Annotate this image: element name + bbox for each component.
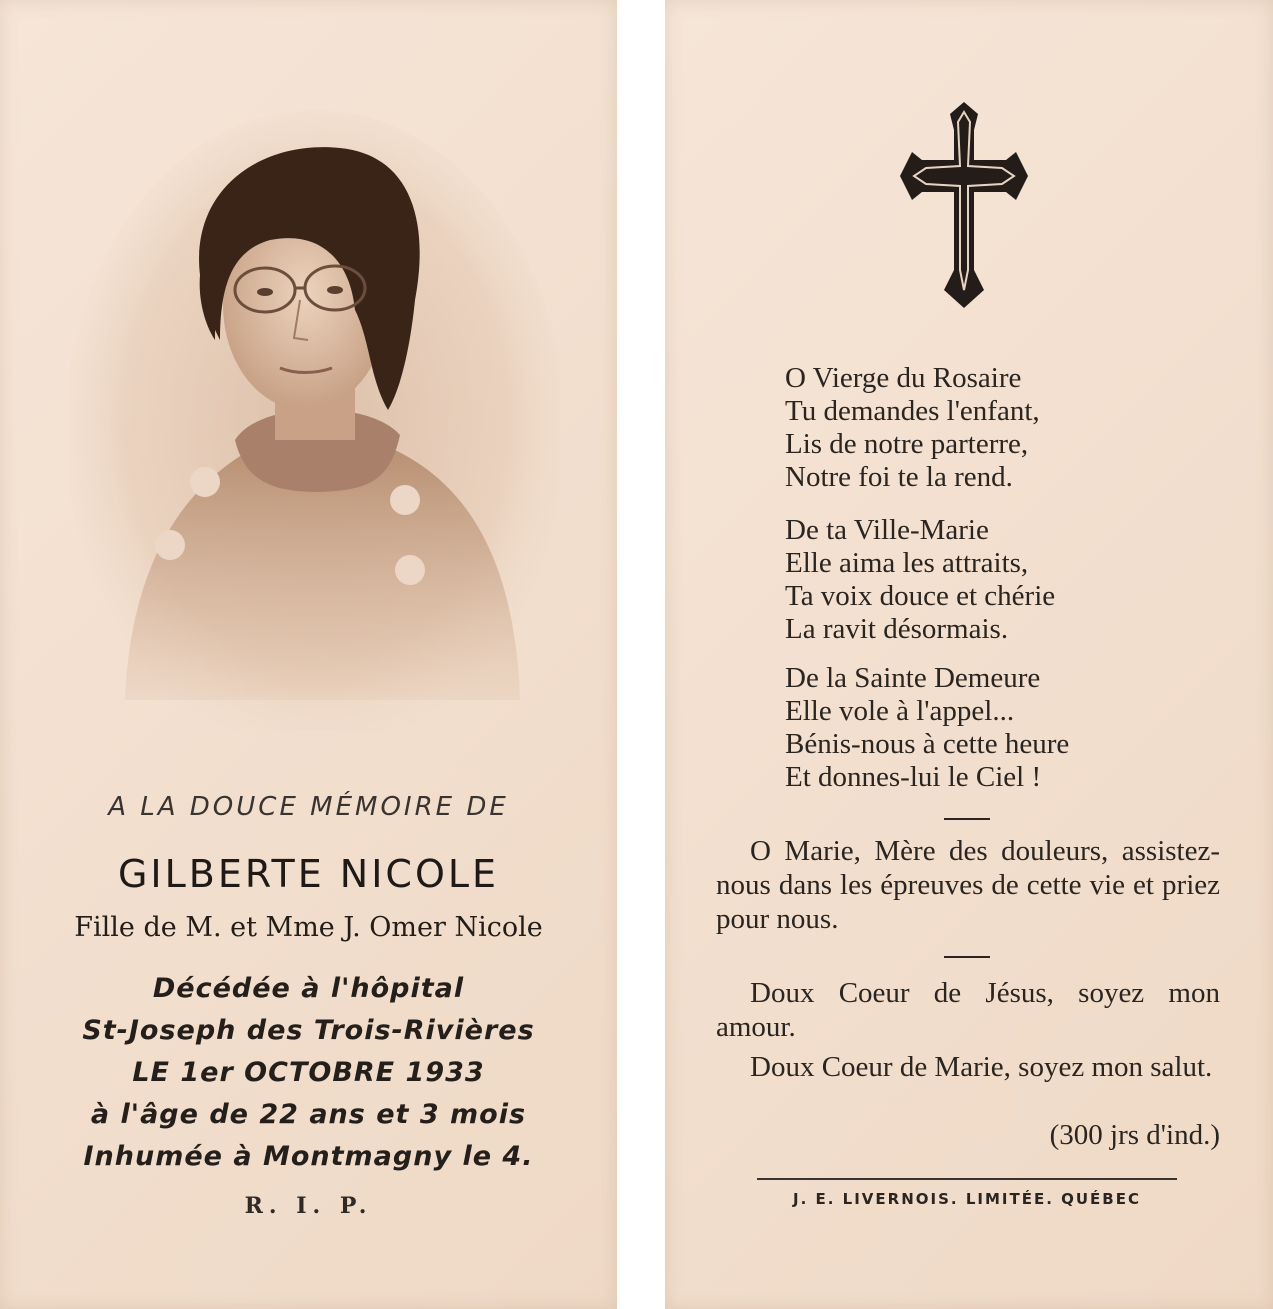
rip-text: R. I. P. — [244, 1193, 373, 1219]
portrait-photo — [70, 100, 560, 730]
portrait-image — [70, 100, 560, 730]
stanza-line: De la Sainte Demeure — [785, 662, 1041, 694]
stanza-line: Lis de notre parterre, — [785, 428, 1029, 460]
stanza-1 — [785, 362, 1040, 494]
burial-line: Inhumée à Montmagny le 4. — [83, 1141, 534, 1172]
stanza-line: Tu demandes l'enfant, — [785, 395, 1040, 427]
stanza-line: La ravit désormais. — [785, 613, 1009, 645]
age-line: à l'âge de 22 ans et 3 mois — [90, 1099, 527, 1130]
stanza-2 — [785, 514, 1055, 646]
stanza-line: Elle vole à l'appel... — [785, 695, 1015, 727]
memorial-heading: A LA DOUCE MÉMOIRE DE — [108, 792, 509, 822]
stanza-line: Notre foi te la rend. — [785, 461, 1013, 493]
death-line-2: St-Joseph des Trois-Rivières — [82, 1015, 535, 1046]
prayer-marie: O Marie, Mère des douleurs, assistez-nous dans les épreuves de cette vie et priez pour nous. — [716, 835, 1220, 935]
indulgence-note: (300 jrs d'ind.) — [1049, 1119, 1220, 1151]
stanza-line: Et donnes-lui le Ciel ! — [785, 761, 1042, 793]
stanza-line: Ta voix douce et chérie — [785, 580, 1056, 612]
footer-rule — [757, 1178, 1177, 1180]
printer-credit: J. E. LIVERNOIS. LIMITÉE. QUÉBEC — [793, 1190, 1141, 1208]
prayer-jesus: Doux Coeur de Jésus, soyez mon amour. — [716, 977, 1220, 1043]
stanza-line: O Vierge du Rosaire — [785, 362, 1022, 394]
stanza-line: De ta Ville-Marie — [785, 514, 989, 546]
prayer-coeur-marie-text: Doux Coeur de Marie, soyez mon salut. — [750, 1051, 1213, 1083]
parents-line: Fille de M. et Mme J. Omer Nicole — [74, 912, 543, 943]
stanza-3 — [785, 662, 1069, 794]
cross-icon — [898, 100, 1030, 310]
death-date: LE 1er OCTOBRE 1933 — [132, 1057, 485, 1088]
separator-dash — [944, 956, 990, 958]
memorial-card-front — [0, 0, 617, 1309]
deceased-name: GILBERTE NICOLE — [117, 852, 500, 896]
death-line-1: Décédée à l'hôpital — [152, 973, 465, 1004]
stanza-line: Bénis-nous à cette heure — [785, 728, 1070, 760]
prayer-coeur-marie — [716, 1050, 1220, 1152]
stanza-line: Elle aima les attraits, — [785, 547, 1029, 579]
separator-dash — [944, 818, 990, 820]
